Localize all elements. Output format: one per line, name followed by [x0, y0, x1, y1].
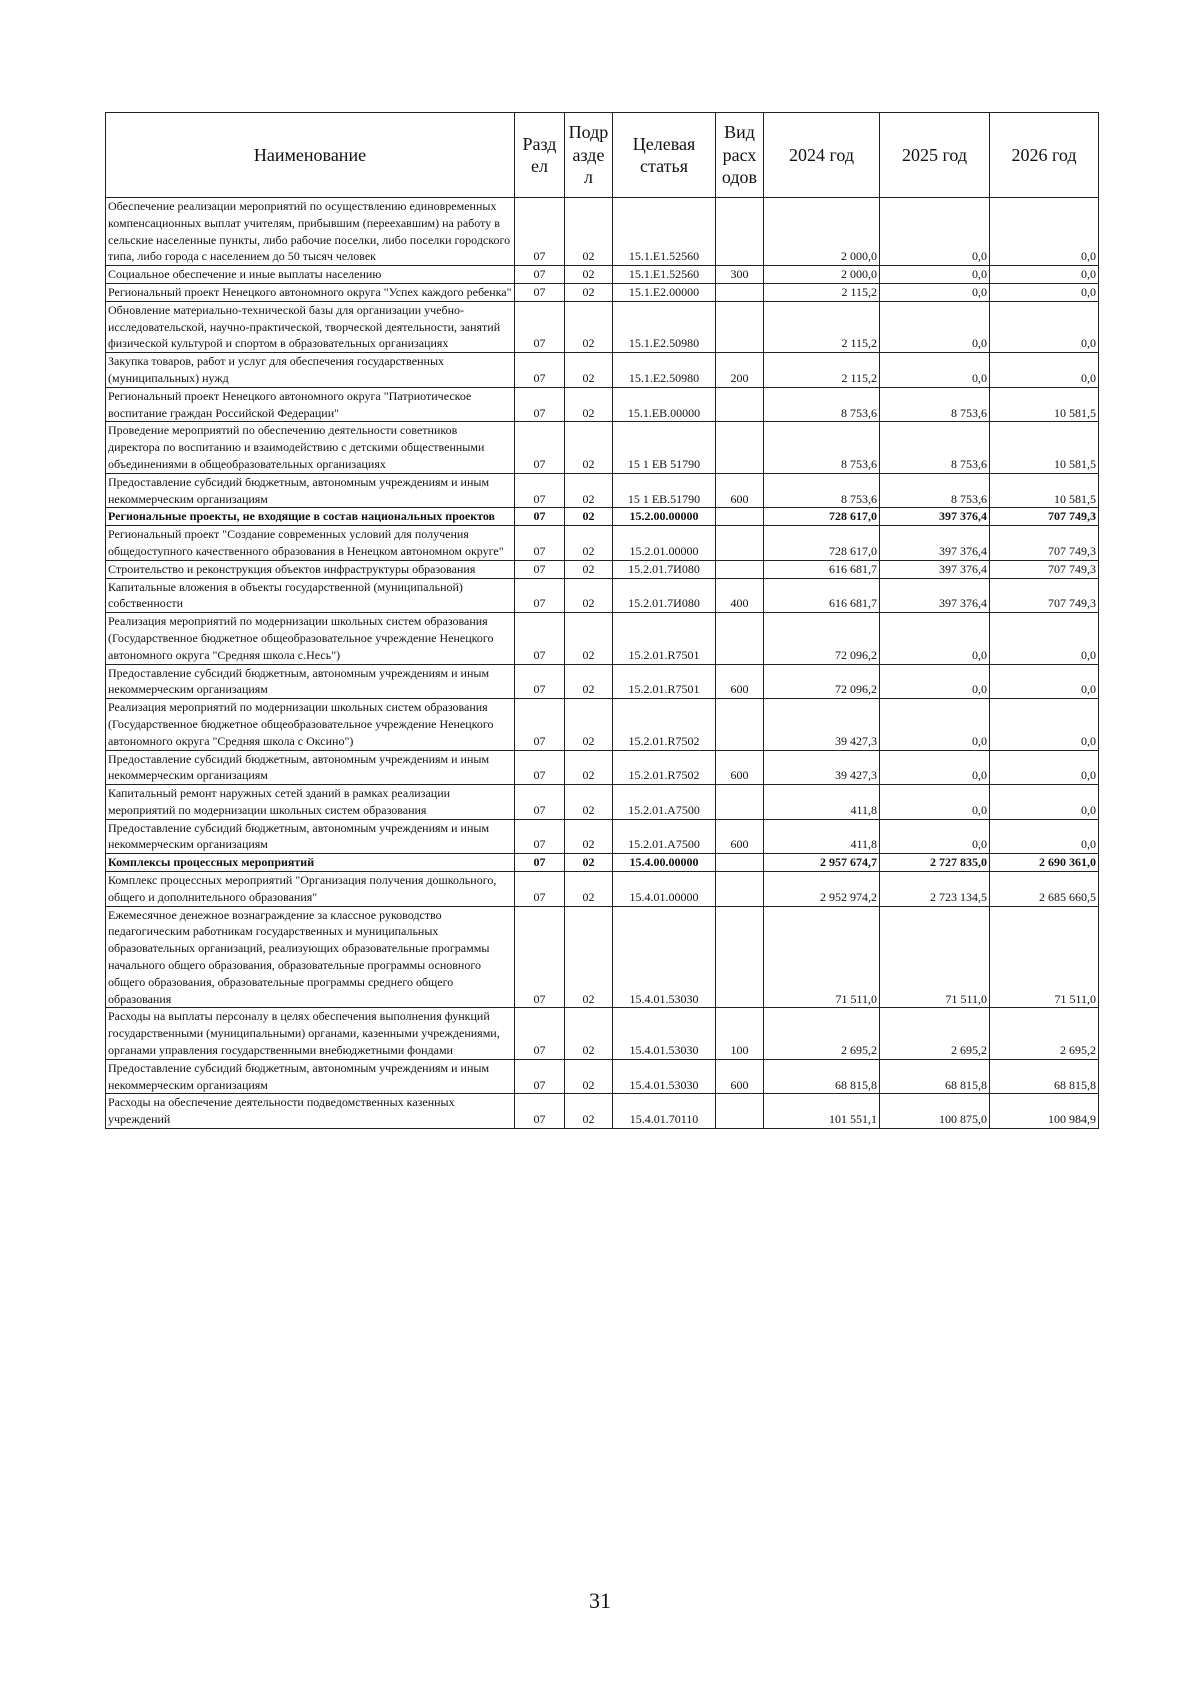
cell-2024: 72 096,2	[764, 613, 880, 664]
table-row	[106, 578, 1099, 613]
cell-target: 15.2.01.R7502	[613, 699, 716, 750]
table-body	[106, 198, 1099, 1129]
table-row	[106, 508, 1099, 526]
cell-2024: 8 753,6	[764, 473, 880, 508]
cell-2026: 707 749,3	[990, 526, 1099, 561]
cell-name: Социальное обеспечение и иные выплаты населению	[106, 266, 515, 284]
cell-2024: 728 617,0	[764, 508, 880, 526]
cell-section: 07	[515, 198, 565, 266]
cell-target: 15 1 EB 51790	[613, 422, 716, 473]
cell-expense-type: 600	[716, 819, 764, 854]
cell-name: Реализация мероприятий по модернизации школьных систем образования (Государственное бюджетное общеобразовательное учреждение Ненецкого автономного округа "Средняя школа с Оксино")	[106, 699, 515, 750]
cell-2024: 39 427,3	[764, 699, 880, 750]
header-section: Разд ел	[515, 113, 565, 198]
cell-section: 07	[515, 301, 565, 352]
cell-2024: 616 681,7	[764, 560, 880, 578]
table-row	[106, 526, 1099, 561]
cell-2026: 71 511,0	[990, 906, 1099, 1008]
cell-name: Региональный проект Ненецкого автономного округа "Успех каждого ребенка"	[106, 283, 515, 301]
cell-2026: 0,0	[990, 266, 1099, 284]
cell-name: Предоставление субсидий бюджетным, автономным учреждениям и иным некоммерческим организациям	[106, 473, 515, 508]
cell-section: 07	[515, 266, 565, 284]
cell-expense-type: 400	[716, 578, 764, 613]
cell-subsection: 02	[565, 560, 613, 578]
cell-2026: 707 749,3	[990, 560, 1099, 578]
cell-2026: 2 690 361,0	[990, 854, 1099, 872]
cell-target: 15 1 EB.51790	[613, 473, 716, 508]
cell-2026: 100 984,9	[990, 1094, 1099, 1129]
cell-subsection: 02	[565, 854, 613, 872]
cell-subsection: 02	[565, 283, 613, 301]
cell-2024: 39 427,3	[764, 750, 880, 785]
cell-2026: 10 581,5	[990, 422, 1099, 473]
cell-expense-type: 600	[716, 750, 764, 785]
cell-target: 15.2.01.7И080	[613, 578, 716, 613]
cell-2025: 397 376,4	[880, 508, 990, 526]
cell-2026: 0,0	[990, 699, 1099, 750]
header-name: Наименование	[106, 113, 515, 198]
cell-section: 07	[515, 854, 565, 872]
cell-2025: 397 376,4	[880, 578, 990, 613]
cell-name: Предоставление субсидий бюджетным, автономным учреждениям и иным некоммерческим организациям	[106, 1059, 515, 1094]
cell-2024: 71 511,0	[764, 906, 880, 1008]
cell-2025: 68 815,8	[880, 1059, 990, 1094]
cell-target: 15.1.E2.50980	[613, 301, 716, 352]
page-number: 31	[589, 1588, 611, 1613]
cell-section: 07	[515, 906, 565, 1008]
cell-name: Комплекс процессных мероприятий "Организация получения дошкольного, общего и дополнительного образования"	[106, 872, 515, 907]
cell-target: 15.4.01.53030	[613, 906, 716, 1008]
cell-section: 07	[515, 353, 565, 388]
cell-2025: 2 727 835,0	[880, 854, 990, 872]
cell-2025: 0,0	[880, 699, 990, 750]
table-row	[106, 750, 1099, 785]
cell-2024: 2 115,2	[764, 353, 880, 388]
table-row	[106, 266, 1099, 284]
header-subsection: Подр азде л	[565, 113, 613, 198]
cell-subsection: 02	[565, 508, 613, 526]
cell-2026: 68 815,8	[990, 1059, 1099, 1094]
cell-name: Капитальный ремонт наружных сетей зданий в рамках реализации мероприятий по модернизации школьных систем образования	[106, 785, 515, 820]
cell-section: 07	[515, 508, 565, 526]
table-row	[106, 422, 1099, 473]
cell-target: 15.2.00.00000	[613, 508, 716, 526]
cell-target: 15.1.E2.00000	[613, 283, 716, 301]
cell-name: Капитальные вложения в объекты государственной (муниципальной) собственности	[106, 578, 515, 613]
table-row	[106, 283, 1099, 301]
cell-expense-type: 200	[716, 353, 764, 388]
cell-name: Проведение мероприятий по обеспечению деятельности советников директора по воспитанию и взаимодействию с детскими общественными объединениями в общеобразовательных организациях	[106, 422, 515, 473]
cell-expense-type: 600	[716, 1059, 764, 1094]
cell-name: Обновление материально-технической базы для организации учебно-исследовательской, научно-практической, творческой деятельности, занятий физической культурой и спортом в образовательных организациях	[106, 301, 515, 352]
cell-2026: 0,0	[990, 613, 1099, 664]
cell-subsection: 02	[565, 906, 613, 1008]
cell-section: 07	[515, 1094, 565, 1129]
cell-2024: 101 551,1	[764, 1094, 880, 1129]
cell-expense-type	[716, 906, 764, 1008]
cell-2024: 2 952 974,2	[764, 872, 880, 907]
cell-expense-type	[716, 301, 764, 352]
cell-name: Региональный проект Ненецкого автономного округа "Патриотическое воспитание граждан Российской Федерации"	[106, 387, 515, 422]
cell-2025: 397 376,4	[880, 560, 990, 578]
cell-subsection: 02	[565, 198, 613, 266]
cell-subsection: 02	[565, 819, 613, 854]
cell-target: 15.2.01.A7500	[613, 785, 716, 820]
cell-section: 07	[515, 1059, 565, 1094]
cell-section: 07	[515, 283, 565, 301]
cell-expense-type	[716, 560, 764, 578]
cell-2024: 72 096,2	[764, 664, 880, 699]
table-row	[106, 387, 1099, 422]
table-row	[106, 613, 1099, 664]
cell-expense-type	[716, 1094, 764, 1129]
cell-subsection: 02	[565, 1008, 613, 1059]
cell-section: 07	[515, 750, 565, 785]
cell-target: 15.2.01.A7500	[613, 819, 716, 854]
cell-target: 15.4.01.53030	[613, 1008, 716, 1059]
cell-subsection: 02	[565, 785, 613, 820]
cell-2025: 0,0	[880, 301, 990, 352]
cell-subsection: 02	[565, 526, 613, 561]
cell-name: Предоставление субсидий бюджетным, автономным учреждениям и иным некоммерческим организациям	[106, 819, 515, 854]
cell-2025: 2 695,2	[880, 1008, 990, 1059]
cell-2024: 2 000,0	[764, 266, 880, 284]
cell-target: 15.2.01.R7502	[613, 750, 716, 785]
cell-expense-type: 600	[716, 664, 764, 699]
cell-subsection: 02	[565, 473, 613, 508]
cell-2025: 0,0	[880, 664, 990, 699]
cell-target: 15.1.EB.00000	[613, 387, 716, 422]
cell-section: 07	[515, 613, 565, 664]
cell-2025: 0,0	[880, 353, 990, 388]
table-header-row	[106, 113, 1099, 198]
cell-section: 07	[515, 785, 565, 820]
cell-section: 07	[515, 526, 565, 561]
cell-subsection: 02	[565, 422, 613, 473]
cell-expense-type	[716, 872, 764, 907]
cell-subsection: 02	[565, 750, 613, 785]
cell-subsection: 02	[565, 1094, 613, 1129]
budget-table	[105, 112, 1099, 1129]
cell-subsection: 02	[565, 266, 613, 284]
cell-2026: 0,0	[990, 785, 1099, 820]
cell-2024: 2 957 674,7	[764, 854, 880, 872]
table-row	[106, 198, 1099, 266]
cell-expense-type: 100	[716, 1008, 764, 1059]
cell-expense-type	[716, 508, 764, 526]
header-target: Целевая статья	[613, 113, 716, 198]
cell-target: 15.2.01.7И080	[613, 560, 716, 578]
header-2026: 2026 год	[990, 113, 1099, 198]
cell-2024: 2 695,2	[764, 1008, 880, 1059]
cell-section: 07	[515, 819, 565, 854]
table-row	[106, 906, 1099, 1008]
cell-section: 07	[515, 560, 565, 578]
cell-name: Строительство и реконструкция объектов инфраструктуры образования	[106, 560, 515, 578]
cell-target: 15.4.01.70110	[613, 1094, 716, 1129]
cell-name: Предоставление субсидий бюджетным, автономным учреждениям и иным некоммерческим организациям	[106, 664, 515, 699]
table-row	[106, 699, 1099, 750]
cell-2025: 0,0	[880, 283, 990, 301]
cell-section: 07	[515, 699, 565, 750]
cell-name: Реализация мероприятий по модернизации школьных систем образования (Государственное бюджетное общеобразовательное учреждение Ненецкого автономного округа "Средняя школа с.Несь")	[106, 613, 515, 664]
cell-subsection: 02	[565, 578, 613, 613]
cell-2025: 2 723 134,5	[880, 872, 990, 907]
cell-name: Расходы на выплаты персоналу в целях обеспечения выполнения функций государственными (муниципальными) органами, казенными учреждениями, органами управления государственными внебюджетными фондами	[106, 1008, 515, 1059]
cell-2025: 0,0	[880, 613, 990, 664]
cell-section: 07	[515, 422, 565, 473]
cell-2026: 10 581,5	[990, 473, 1099, 508]
cell-2026: 707 749,3	[990, 508, 1099, 526]
cell-subsection: 02	[565, 613, 613, 664]
cell-name: Предоставление субсидий бюджетным, автономным учреждениям и иным некоммерческим организациям	[106, 750, 515, 785]
cell-2026: 2 695,2	[990, 1008, 1099, 1059]
cell-expense-type	[716, 198, 764, 266]
cell-expense-type	[716, 422, 764, 473]
cell-subsection: 02	[565, 387, 613, 422]
cell-2025: 0,0	[880, 819, 990, 854]
cell-expense-type: 300	[716, 266, 764, 284]
cell-name: Закупка товаров, работ и услуг для обеспечения государственных (муниципальных) нужд	[106, 353, 515, 388]
table-row	[106, 872, 1099, 907]
cell-2025: 397 376,4	[880, 526, 990, 561]
table-row	[106, 1059, 1099, 1094]
cell-2025: 0,0	[880, 785, 990, 820]
cell-section: 07	[515, 872, 565, 907]
cell-expense-type	[716, 699, 764, 750]
cell-2024: 411,8	[764, 785, 880, 820]
cell-subsection: 02	[565, 301, 613, 352]
cell-expense-type	[716, 526, 764, 561]
cell-subsection: 02	[565, 1059, 613, 1094]
cell-subsection: 02	[565, 872, 613, 907]
cell-2024: 2 115,2	[764, 283, 880, 301]
cell-2024: 616 681,7	[764, 578, 880, 613]
cell-target: 15.2.01.R7501	[613, 664, 716, 699]
cell-name: Комплексы процессных мероприятий	[106, 854, 515, 872]
cell-section: 07	[515, 1008, 565, 1059]
table-row	[106, 353, 1099, 388]
table-row	[106, 473, 1099, 508]
cell-2026: 0,0	[990, 301, 1099, 352]
cell-name: Региональный проект "Создание современных условий для получения общедоступного качественного образования в Ненецком автономном округе"	[106, 526, 515, 561]
cell-section: 07	[515, 387, 565, 422]
cell-2025: 8 753,6	[880, 387, 990, 422]
cell-target: 15.1.E2.50980	[613, 353, 716, 388]
cell-name: Обеспечение реализации мероприятий по осуществлению единовременных компенсационных выплат учителям, прибывшим (переехавшим) на работу в сельские населенные пункты, либо рабочие поселки, либо поселки городского типа, либо города с населением до 50 тысяч человек	[106, 198, 515, 266]
cell-subsection: 02	[565, 699, 613, 750]
cell-expense-type	[716, 785, 764, 820]
cell-2025: 71 511,0	[880, 906, 990, 1008]
cell-2026: 0,0	[990, 353, 1099, 388]
cell-2026: 0,0	[990, 664, 1099, 699]
cell-section: 07	[515, 578, 565, 613]
cell-expense-type: 600	[716, 473, 764, 508]
cell-2026: 0,0	[990, 198, 1099, 266]
cell-2024: 68 815,8	[764, 1059, 880, 1094]
cell-2025: 8 753,6	[880, 473, 990, 508]
cell-2025: 100 875,0	[880, 1094, 990, 1129]
cell-target: 15.2.01.R7501	[613, 613, 716, 664]
cell-2026: 0,0	[990, 750, 1099, 785]
cell-section: 07	[515, 664, 565, 699]
cell-expense-type	[716, 613, 764, 664]
cell-target: 15.4.00.00000	[613, 854, 716, 872]
cell-target: 15.1.E1.52560	[613, 266, 716, 284]
cell-name: Региональные проекты, не входящие в состав национальных проектов	[106, 508, 515, 526]
cell-2024: 8 753,6	[764, 387, 880, 422]
cell-2026: 0,0	[990, 283, 1099, 301]
cell-name: Расходы на обеспечение деятельности подведомственных казенных учреждений	[106, 1094, 515, 1129]
table-row	[106, 301, 1099, 352]
header-2024: 2024 год	[764, 113, 880, 198]
cell-expense-type	[716, 854, 764, 872]
cell-2024: 728 617,0	[764, 526, 880, 561]
cell-2026: 707 749,3	[990, 578, 1099, 613]
cell-expense-type	[716, 283, 764, 301]
cell-target: 15.1.E1.52560	[613, 198, 716, 266]
cell-2026: 2 685 660,5	[990, 872, 1099, 907]
cell-2024: 8 753,6	[764, 422, 880, 473]
cell-target: 15.4.01.53030	[613, 1059, 716, 1094]
cell-2025: 0,0	[880, 266, 990, 284]
cell-2025: 0,0	[880, 198, 990, 266]
cell-2025: 8 753,6	[880, 422, 990, 473]
cell-2026: 10 581,5	[990, 387, 1099, 422]
cell-2026: 0,0	[990, 819, 1099, 854]
cell-section: 07	[515, 473, 565, 508]
table-row	[106, 785, 1099, 820]
cell-2024: 2 000,0	[764, 198, 880, 266]
cell-name: Ежемесячное денежное вознаграждение за классное руководство педагогическим работникам государственных и муниципальных образовательных организаций, реализующих образовательные программы начального общего образования, образовательные программы основного общего образования, образовательные программы среднего общего образования	[106, 906, 515, 1008]
cell-subsection: 02	[565, 664, 613, 699]
table-row	[106, 560, 1099, 578]
cell-expense-type	[716, 387, 764, 422]
cell-subsection: 02	[565, 353, 613, 388]
cell-2024: 411,8	[764, 819, 880, 854]
cell-target: 15.4.01.00000	[613, 872, 716, 907]
header-expense-type: Вид расх одов	[716, 113, 764, 198]
cell-2025: 0,0	[880, 750, 990, 785]
table-row	[106, 1094, 1099, 1129]
cell-target: 15.2.01.00000	[613, 526, 716, 561]
table-row	[106, 854, 1099, 872]
table-row	[106, 664, 1099, 699]
cell-2024: 2 115,2	[764, 301, 880, 352]
table-row	[106, 819, 1099, 854]
table-row	[106, 1008, 1099, 1059]
header-2025: 2025 год	[880, 113, 990, 198]
